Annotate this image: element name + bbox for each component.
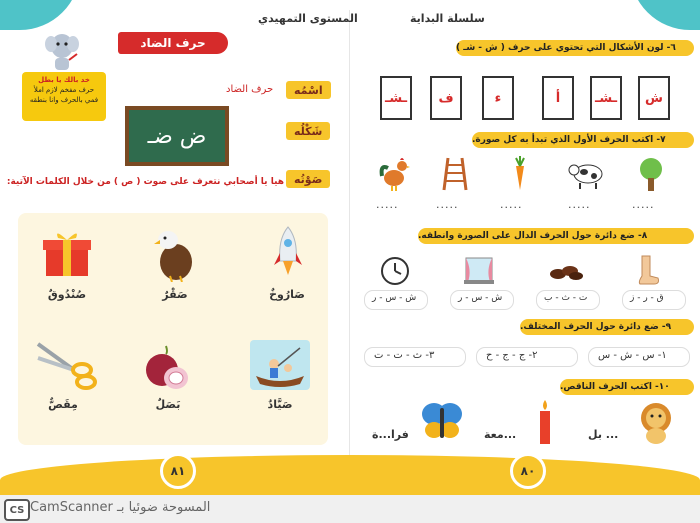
answer-blank[interactable]: ..... [500, 198, 523, 211]
missing-letter-word[interactable]: ...معة [484, 428, 517, 441]
letter-card[interactable] [590, 76, 622, 120]
tree-icon [636, 156, 666, 192]
header-wave-left [0, 0, 80, 30]
answer-options[interactable]: ش - س - ر [372, 293, 417, 303]
page-number-right: ٨٠ [510, 453, 546, 489]
question-8-title [418, 228, 694, 244]
scanner-watermark-text: المسوحة ضوئيا بـ CamScanner [30, 500, 211, 515]
page-number-left: ٨١ [160, 453, 196, 489]
sound-instruction: هيا يا أصحابي نتعرف على صوت ( ص ) من خلال الكلمات الآتية: [6, 177, 284, 187]
letter-group[interactable]: ١- س - ش - س [598, 350, 667, 361]
answer-blank[interactable]: ..... [632, 198, 655, 211]
word-label: صَيَّادٌ [267, 398, 293, 411]
letter-card-text: ش [645, 90, 663, 106]
eagle-icon [150, 228, 202, 282]
question-7-title [472, 132, 694, 148]
footer-band [0, 455, 700, 495]
hint-note-title: خد بالك يا بطل [38, 76, 90, 84]
question-6-title [456, 40, 694, 56]
letter-card-text: ء [494, 90, 502, 106]
answer-blank[interactable]: ..... [568, 198, 591, 211]
word-label: صُنْدُوقٌ [47, 288, 87, 301]
question-10-label: ١٠- اكتب الحرف الناقص. [560, 382, 670, 392]
letter-group[interactable]: ٣- ث - ت - ت [374, 350, 435, 361]
answer-blank[interactable]: ..... [376, 198, 399, 211]
question-9-title [520, 319, 694, 335]
letter-card[interactable] [482, 76, 514, 120]
name-label: اسْمُه [286, 81, 331, 99]
header-wave-right [630, 0, 700, 30]
letter-card[interactable] [542, 76, 574, 120]
name-value: حرف الضاد [226, 84, 274, 95]
letter-card-text: ـشـ [594, 90, 618, 106]
cow-icon [566, 158, 606, 190]
rooster-icon [378, 156, 410, 192]
word-label: صَارُوخٌ [269, 288, 305, 301]
answer-options[interactable]: ت - ث - ب [544, 293, 588, 303]
level-title: المستوى التمهيدي [258, 12, 358, 25]
letter-card-text: ـشـ [384, 90, 408, 106]
answer-blank[interactable]: ..... [436, 198, 459, 211]
hint-note-line: حرف مفخم لازم املأ [33, 86, 95, 94]
letter-group[interactable]: ٢- ج - ج - ح [486, 350, 538, 361]
letter-card[interactable] [380, 76, 412, 120]
question-7-label: ٧- اكتب الحرف الأول الذي تبدأ به كل صورة. [472, 135, 666, 145]
question-6-label: ٦- لون الأشكال التي تحتوي على حرف ( ش - شـ ) [456, 43, 676, 53]
foot-icon [636, 254, 660, 286]
letter-card[interactable] [638, 76, 670, 120]
word-label: مِقَصٌّ [48, 398, 78, 411]
candle-icon [536, 398, 554, 446]
butterfly-icon [420, 400, 464, 442]
elephant-mascot-icon [44, 30, 80, 72]
hint-note [22, 72, 106, 121]
gift-box-icon [40, 226, 94, 280]
letter-card[interactable] [430, 76, 462, 120]
page-divider [349, 10, 350, 455]
onion-icon [142, 344, 190, 392]
lion-icon [636, 400, 676, 446]
letter-card-text: ف [438, 90, 454, 106]
answer-options[interactable]: ش - س - ر [458, 293, 503, 303]
camscanner-logo-icon: CS [4, 499, 30, 521]
question-8-label: ٨- ضع دائرة حول الحرف الدال على الصورة وانطقه. [418, 231, 648, 241]
clock-icon [380, 256, 410, 286]
sound-label: صَوْتُه [286, 170, 330, 188]
letter-card-text: أ [555, 90, 561, 106]
hint-note-line: فمي بالحرف وانا بنطقه [29, 96, 99, 104]
rocket-icon [270, 225, 306, 277]
question-9-label: ٩- ضع دائرة حول الحرف المختلف. [520, 322, 672, 332]
word-label: بَصَلٌ [155, 398, 181, 411]
fisherman-icon [250, 340, 310, 390]
chalkboard [125, 106, 229, 166]
dates-icon [548, 262, 584, 282]
lesson-title-badge: حرف الضاد [118, 32, 228, 54]
answer-options[interactable]: ق - ر - ز [630, 293, 664, 303]
carrot-icon [510, 156, 530, 192]
window-icon [464, 256, 494, 284]
ladder-icon [442, 156, 468, 192]
shape-label: شَكْلُه [286, 122, 330, 140]
question-10-title [560, 379, 694, 395]
scissors-icon [34, 340, 100, 390]
word-label: صَقْرٌ [162, 288, 188, 301]
chalkboard-letters: ض ضـ [147, 123, 207, 149]
missing-letter-word[interactable]: ... بل [588, 428, 619, 441]
missing-letter-word[interactable]: فرا...ة [372, 428, 409, 441]
series-title: سلسلة البداية [410, 12, 485, 25]
